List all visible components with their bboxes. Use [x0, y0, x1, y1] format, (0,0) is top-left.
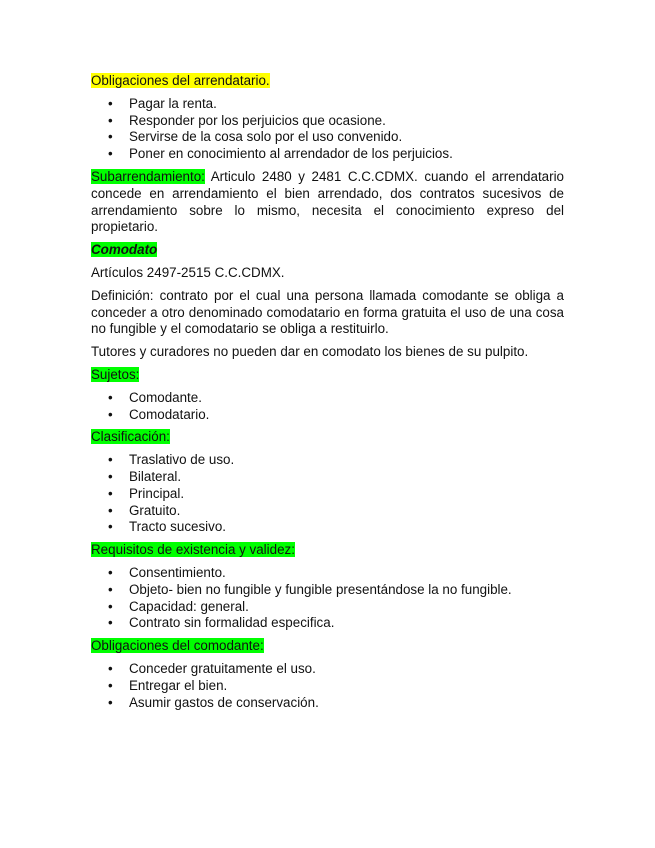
heading-text: Comodato — [91, 242, 158, 258]
list-item: • Gratuito. — [91, 503, 564, 520]
list-item: • Objeto- bien no fungible y fungible presentándose la no fungible. — [91, 582, 564, 599]
list-item: • Pagar la renta. — [91, 96, 564, 113]
heading-text: Clasificación: — [91, 429, 170, 445]
list-item: • Capacidad: general. — [91, 599, 564, 616]
list-item: • Tracto sucesivo. — [91, 519, 564, 536]
list-item: • Entregar el bien. — [91, 678, 564, 695]
paragraph-tutores: Tutores y curadores no pueden dar en comodato los bienes de su pulpito. — [91, 344, 529, 360]
list-obligaciones-arrendatario — [91, 96, 564, 163]
list-item: • Consentimiento. — [91, 565, 564, 582]
heading-sujetos — [91, 367, 564, 384]
heading-clasificacion — [91, 429, 564, 446]
list-item: • Comodatario. — [91, 407, 564, 424]
paragraph-definicion: Definición: contrato por el cual una persona llamada comodante se obliga a conceder a otro denominado comodatario en forma gratuita el uso de una cosa no fungible y el comodatario se obliga a restituirlo. — [91, 287, 564, 337]
paragraph-subarrendamiento — [91, 169, 564, 236]
list-item: • Traslativo de uso. — [91, 452, 564, 469]
heading-obligaciones-arrendatario — [91, 73, 564, 90]
list-item: • Comodante. — [91, 390, 564, 407]
paragraph-articulos: Artículos 2497-2515 C.C.CDMX. — [91, 264, 285, 280]
heading-obligaciones-comodante — [91, 638, 564, 655]
heading-comodato — [91, 242, 564, 259]
list-item: • Responder por los perjuicios que ocasione. — [91, 113, 564, 130]
list-clasificacion — [91, 452, 564, 536]
list-item: • Bilateral. — [91, 469, 564, 486]
list-item: • Servirse de la cosa solo por el uso convenido. — [91, 129, 564, 146]
heading-text: Obligaciones del comodante: — [91, 638, 264, 654]
list-item: • Asumir gastos de conservación. — [91, 695, 564, 712]
heading-text: Obligaciones del arrendatario. — [91, 73, 270, 88]
heading-requisitos — [91, 542, 564, 559]
list-item: • Conceder gratuitamente el uso. — [91, 661, 564, 678]
list-item: • Principal. — [91, 486, 564, 503]
heading-text: Sujetos: — [91, 366, 140, 382]
list-item: • Contrato sin formalidad especifica. — [91, 615, 564, 632]
subarrendamiento-label: Subarrendamiento: — [91, 168, 205, 184]
list-requisitos — [91, 565, 564, 632]
subarrendamiento-text: Articulo 2480 y 2481 C.C.CDMX. cuando el arrendatario concede en arrendamiento el bien arrendado, dos contratos sucesivos de arrendamiento sobre lo mismo, necesita el conocimiento expreso del propietario. — [91, 168, 564, 235]
list-item: • Poner en conocimiento al arrendador de los perjuicios. — [91, 146, 564, 163]
list-sujetos — [91, 390, 564, 424]
heading-text: Requisitos de existencia y validez: — [91, 542, 295, 558]
list-obligaciones-comodante — [91, 661, 564, 711]
